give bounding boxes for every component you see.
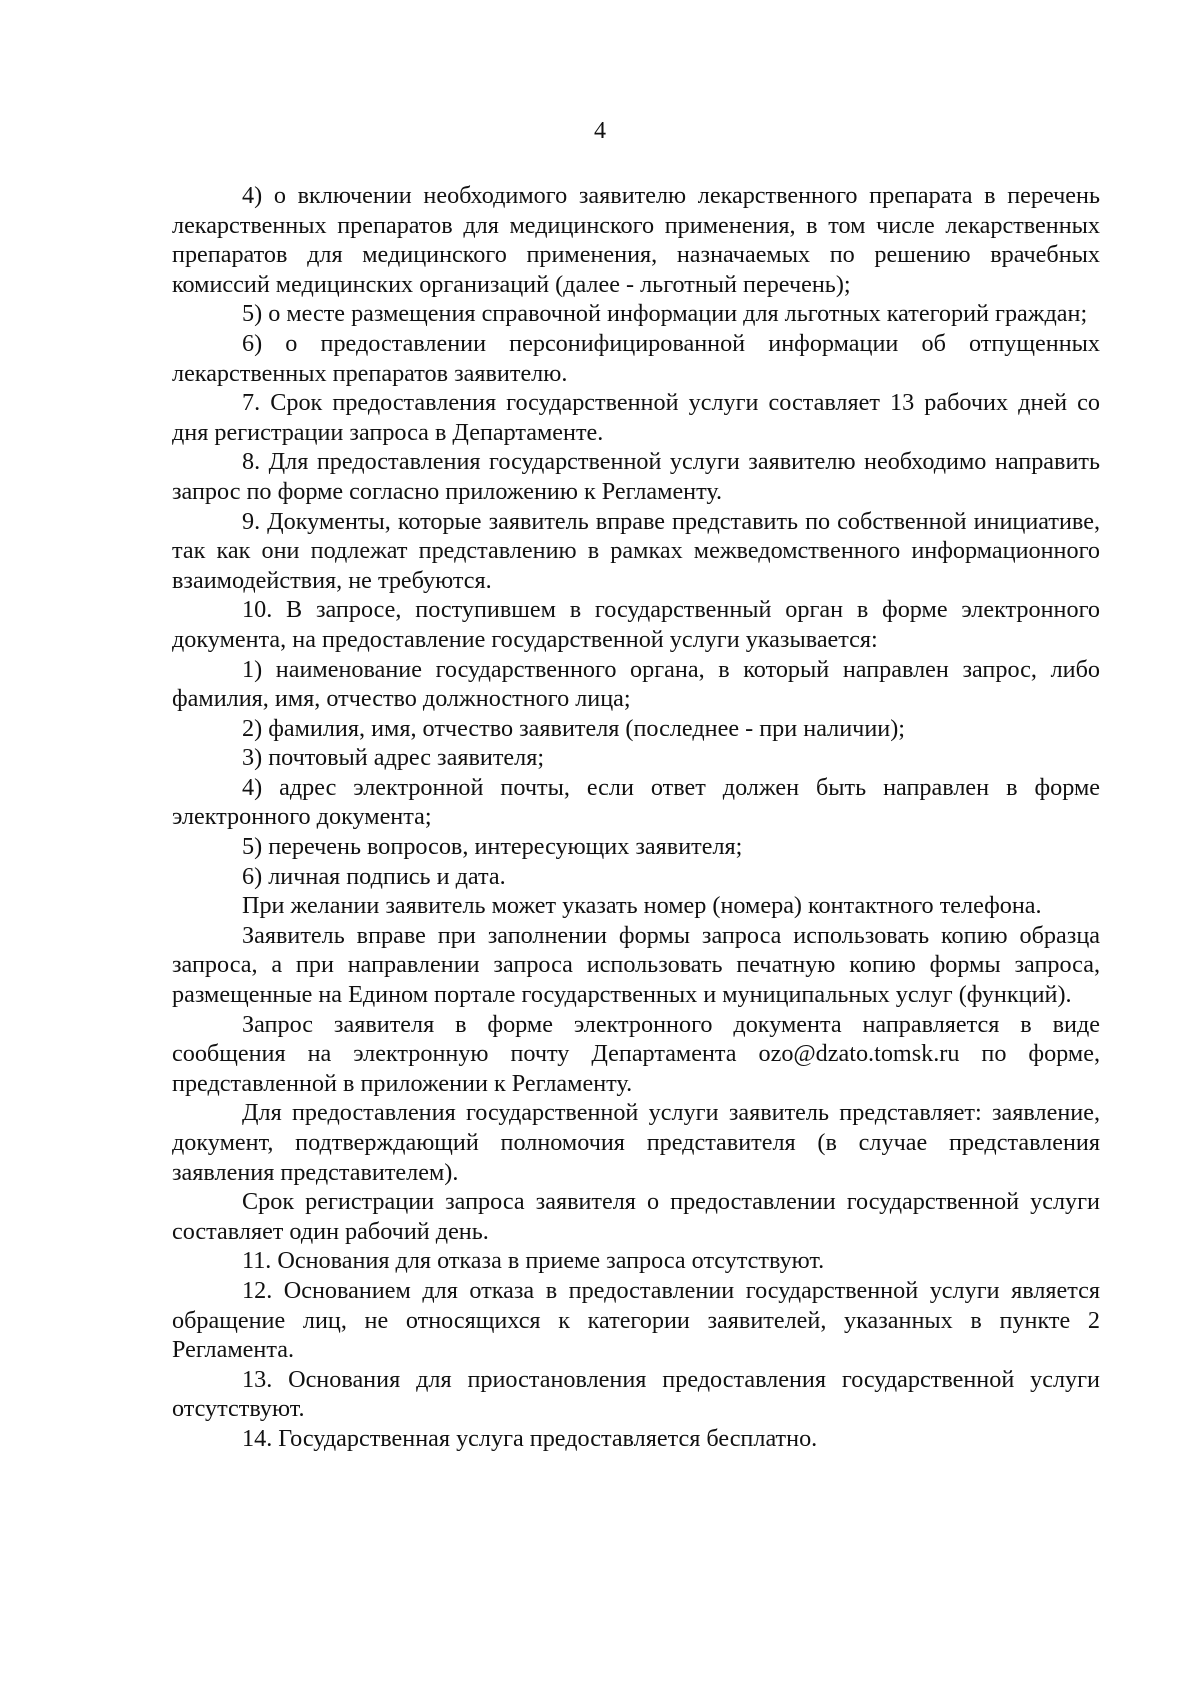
paragraph-request-item-4: 4) адрес электронной почты, если ответ должен быть направлен в форме электронного документа; xyxy=(172,773,1100,831)
paragraph-submitted-documents: Для предоставления государственной услуги заявитель представляет: заявление, документ, подтверждающий полномочия представителя (в случае представления заявления представителем). xyxy=(172,1099,1100,1186)
paragraph-form-copy: Заявитель вправе при заполнении формы запроса использовать копию образца запроса, а при направлении запроса использовать печатную копию формы запроса, размещенные на Едином портале государственных и муниципальных услуг (функций). xyxy=(172,921,1100,1009)
document-body xyxy=(172,181,1100,1454)
paragraph-request-item-5: 5) перечень вопросов, интересующих заявителя; xyxy=(242,833,743,861)
paragraph-clause-11: 11. Основания для отказа в приеме запроса отсутствуют. xyxy=(242,1247,825,1275)
paragraph-clause-12: 12. Основанием для отказа в предоставлении государственной услуги является обращение лиц, не относящихся к категории заявителей, указанных в пункте 2 Регламента. xyxy=(172,1276,1100,1364)
paragraph-clause-8: 8. Для предоставления государственной услуги заявителю необходимо направить запрос по форме согласно приложению к Регламенту. xyxy=(172,448,1100,505)
paragraph-registration-term: Срок регистрации запроса заявителя о предоставлении государственной услуги составляет один рабочий день. xyxy=(172,1188,1100,1245)
page-number: 4 xyxy=(594,118,606,144)
paragraph-request-item-2: 2) фамилия, имя, отчество заявителя (последнее - при наличии); xyxy=(242,714,905,742)
paragraph-clause-9: 9. Документы, которые заявитель вправе представить по собственной инициативе, так как они подлежат представлению в рамках межведомственного информационного взаимодействия, не требуются. xyxy=(172,507,1100,594)
paragraph-electronic-request: Запрос заявителя в форме электронного документа направляется в виде сообщения на электронную почту Департамента ozo@dzato.tomsk.ru по форме, представленной в приложении к Регламенту. xyxy=(172,1010,1100,1097)
paragraph-clause-10: 10. В запросе, поступившем в государственный орган в форме электронного документа, на предоставление государственной услуги указывается: xyxy=(172,596,1100,653)
paragraph-request-item-6: 6) личная подпись и дата. xyxy=(242,862,506,890)
paragraph-contact-phone: При желании заявитель может указать номер (номера) контактного телефона. xyxy=(242,892,1042,920)
paragraph-item-5-reference-info: 5) о месте размещения справочной информации для льготных категорий граждан; xyxy=(242,300,1088,328)
paragraph-clause-7: 7. Срок предоставления государственной услуги составляет 13 рабочих дней со дня регистрации запроса в Департаменте. xyxy=(172,389,1100,446)
paragraph-request-item-3: 3) почтовый адрес заявителя; xyxy=(242,744,545,772)
paragraph-item-4-preferential-list: 4) о включении необходимого заявителю лекарственного препарата в перечень лекарственных препаратов для медицинского применения, в том числе лекарственных препаратов для медицинского применения, назначаемых по решению врачебных комиссий медицинских организаций (далее - льготный перечень); xyxy=(172,182,1100,298)
paragraph-request-item-1: 1) наименование государственного органа, в который направлен запрос, либо фамилия, имя, отчество должностного лица; xyxy=(172,655,1100,713)
paragraph-clause-13: 13. Основания для приостановления предоставления государственной услуги отсутствуют. xyxy=(172,1365,1100,1423)
paragraph-clause-14: 14. Государственная услуга предоставляется бесплатно. xyxy=(242,1424,818,1452)
paragraph-item-6-personified-info: 6) о предоставлении персонифицированной информации об отпущенных лекарственных препаратов заявителю. xyxy=(172,329,1100,387)
